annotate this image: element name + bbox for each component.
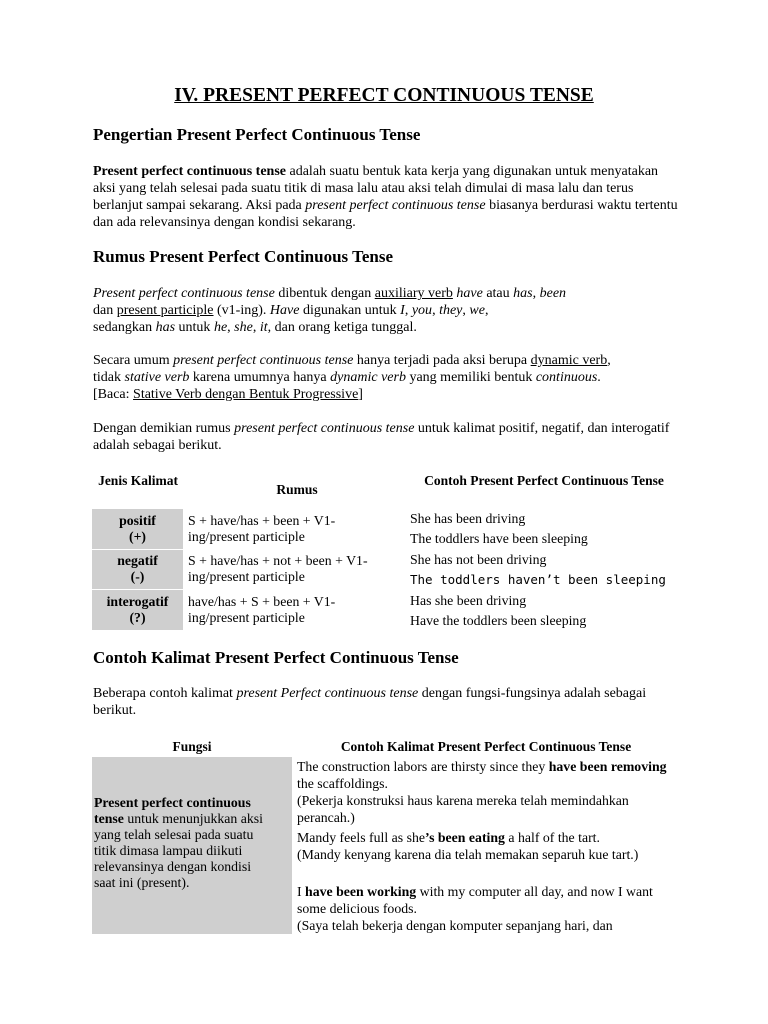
- header-jenis-kalimat: Jenis Kalimat: [98, 473, 178, 488]
- paragraph-definition: Present perfect continuous tense adalah suatu bentuk kata kerja yang digunakan untuk menyatakan aksi yang telah selesai pada suatu titik di masa lalu atau aksi telah dimulai di masa lalu dan terus berlanjut sampai sekarang. Aksi pada present perfect continuous tense biasanya berdurasi waktu tertentu dan ada relevansinya dengan kondisi sekarang.: [93, 164, 678, 230]
- page-title: IV. PRESENT PERFECT CONTINUOUS TENSE: [174, 85, 594, 106]
- example-positif-1: She has been driving: [410, 511, 526, 526]
- fungsi-description: Present perfect continuous tense untuk menunjukkan aksi yang telah selesai pada suatu titik dimasa lampau diikuti relevansinya dengan kondisi saat ini (present).: [94, 795, 263, 890]
- example-negatif-2: The toddlers haven’t been sleeping: [410, 572, 666, 587]
- paragraph-contoh-intro: Beberapa contoh kalimat present Perfect continuous tense dengan fungsi-fungsinya adalah sebagai berikut.: [93, 686, 647, 718]
- type-label: interogatif: [106, 594, 169, 609]
- example-sentence-2: Mandy feels full as she’s been eating a half of the tart. (Mandy kenyang karena dia telah memakan separuh kue tart.): [297, 830, 639, 862]
- type-cell-positif: [92, 509, 183, 549]
- example-interogatif-2: Have the toddlers been sleeping: [410, 613, 587, 628]
- type-sign: (-): [130, 569, 145, 584]
- formula-negatif: S + have/has + not + been + V1-ing/present participle: [188, 553, 368, 584]
- paragraph-dynamic-verb: Secara umum present perfect continuous tense hanya terjadi pada aksi berupa dynamic verb, tidak stative verb karena umumnya hanya dynamic verb yang memiliki bentuk continuous. [Baca: Stative Verb dengan Bentuk Progressive]: [93, 353, 611, 402]
- type-sign: (?): [129, 610, 146, 625]
- bold-term: Present perfect continuous tense: [93, 164, 286, 179]
- translation-1: (Pekerja konstruksi haus karena mereka telah memindahkan perancah.): [297, 793, 629, 825]
- example-sentence-3: I have been working with my computer all day, and now I want some delicious foods. (Saya telah bekerja dengan komputer sepanjang hari, dan: [297, 884, 653, 933]
- link-auxiliary-verb[interactable]: auxiliary verb: [374, 286, 453, 301]
- section-heading-pengertian: Pengertian Present Perfect Continuous Tense: [93, 125, 421, 144]
- header-rumus: Rumus: [276, 482, 318, 497]
- type-sign: (+): [128, 529, 147, 544]
- example-interogatif-1: Has she been driving: [410, 593, 527, 608]
- formula-positif: S + have/has + been + V1-ing/present participle: [188, 513, 336, 544]
- paragraph-formula-intro: Dengan demikian rumus present perfect continuous tense untuk kalimat positif, negatif, dan interogatif adalah sebagai berikut.: [93, 421, 670, 453]
- link-dynamic-verb[interactable]: dynamic verb: [530, 353, 608, 368]
- section-heading-contoh-kalimat: Contoh Kalimat Present Perfect Continuous Tense: [93, 648, 459, 667]
- translation-2: (Mandy kenyang karena dia telah memakan separuh kue tart.): [297, 847, 639, 862]
- type-cell-interogatif: [92, 590, 183, 630]
- example-positif-2: The toddlers have been sleeping: [410, 531, 588, 546]
- type-label: negatif: [117, 553, 158, 568]
- header-contoh: Contoh Present Perfect Continuous Tense: [424, 473, 664, 488]
- example-sentence-1: The construction labors are thirsty since they have been removing the scaffoldings. (Pekerja konstruksi haus karena mereka telah memindahkan perancah.): [297, 759, 667, 825]
- link-stative-verb-progressive[interactable]: Stative Verb dengan Bentuk Progressive: [133, 387, 359, 402]
- formula-interogatif: have/has + S + been + V1-ing/present participle: [188, 594, 336, 625]
- paragraph-rumus-intro: Present perfect continuous tense dibentuk dengan auxiliary verb have atau has, been dan present participle (v1-ing). Have digunakan untuk I, you, they, we, sedangkan has untuk he, she, it, dan orang ketiga tunggal.: [93, 286, 567, 335]
- example-negatif-1: She has not been driving: [410, 552, 547, 567]
- link-present-participle[interactable]: present participle: [116, 303, 214, 318]
- type-label: positif: [119, 513, 156, 528]
- section-heading-rumus: Rumus Present Perfect Continuous Tense: [93, 247, 394, 266]
- header-contoh-kalimat: Contoh Kalimat Present Perfect Continuous Tense: [340, 739, 632, 754]
- fungsi-cell: [92, 757, 292, 934]
- translation-3: (Saya telah bekerja dengan komputer sepanjang hari, dan: [297, 918, 613, 933]
- type-cell-negatif: [92, 550, 183, 589]
- header-fungsi: Fungsi: [172, 739, 212, 754]
